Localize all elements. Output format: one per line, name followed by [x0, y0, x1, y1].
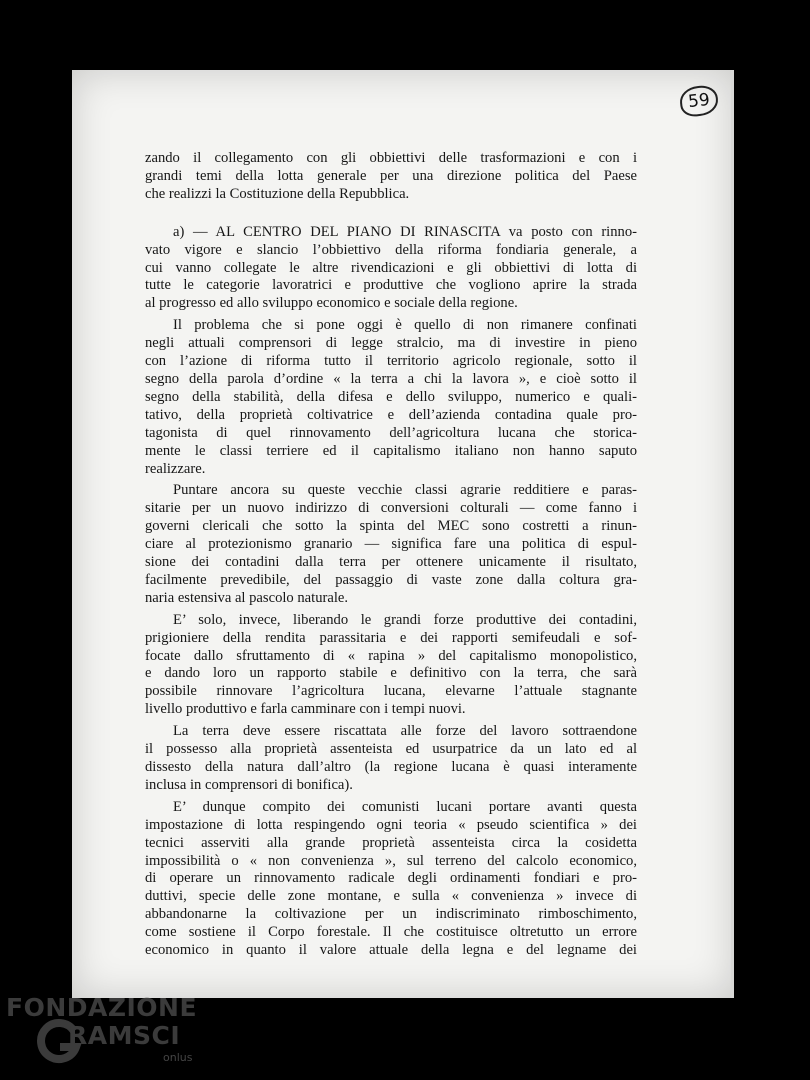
body-text	[145, 150, 637, 960]
text-line: segno della stabilità, della difesa e dello sviluppo, numerico e quali-	[145, 388, 637, 405]
text-line: al progresso ed allo sviluppo economico e sociale della regione.	[145, 295, 518, 312]
text-line: come sostiene il Corpo forestale. Il che costituisce oltretutto un errore	[145, 924, 637, 941]
text-line: economico in quanto il valore attuale della legna e del legname dei	[145, 942, 637, 959]
text-line: grandi temi della lotta generale per una direzione politica del Paese	[145, 167, 637, 184]
text-line: ciare al protezionismo granario — significa fare una politica di espul-	[145, 536, 637, 553]
text-line: che realizzi la Costituzione della Repubblica.	[145, 185, 410, 202]
handwritten-page-number: 59	[679, 84, 720, 118]
text-line: negli attuali comprensori di legge stralcio, ma di investire in pieno	[145, 335, 637, 352]
text-line: La terra deve essere riscattata alle forze del lavoro sottraendone	[173, 723, 637, 740]
text-line: Il problema che si pone oggi è quello di non rimanere confinati	[173, 317, 637, 334]
text-line: realizzare.	[145, 460, 206, 477]
text-line: livello produttivo e farla camminare con i tempi nuovi.	[145, 701, 466, 718]
text-line: impossibilità o « non convenienza », sul terreno del calcolo economico,	[145, 852, 637, 869]
text-line: cui vanno collegate le altre rivendicazioni e gli obbiettivi di lotta di	[145, 259, 637, 276]
text-line: segno della parola d’ordine « la terra a chi la lavora », e cioè sotto il	[145, 370, 637, 387]
logo-text-bottom: RAMSCI	[68, 1021, 181, 1050]
text-line: inclusa in comprensori di bonifica).	[145, 776, 353, 793]
text-line: e dando loro un rapporto stabile e definitivo con la terra, che sarà	[145, 665, 637, 682]
text-line: E’ dunque compito dei comunisti lucani portare avanti questa	[173, 798, 637, 815]
text-line: E’ solo, invece, liberando le grandi forze produttive dei contadini,	[173, 611, 637, 628]
text-line: tutte le categorie lavoratrici e produttive che vogliono aprire la strada	[145, 277, 637, 294]
paragraph-gap	[145, 204, 637, 224]
text-line: Puntare ancora su queste vecchie classi agrarie redditiere e paras-	[173, 482, 637, 499]
text-line: facilmente prevedibile, del passaggio di vaste zone dalla coltura gra-	[145, 571, 637, 588]
logo-subtitle: onlus	[163, 1051, 193, 1064]
fondazione-gramsci-logo	[6, 993, 206, 1073]
text-line: focate dallo sfruttamento di « rapina » del capitalismo monopolistico,	[145, 647, 637, 664]
text-line: mente le classi terriere ed il capitalismo italiano non hanno saputo	[145, 442, 637, 459]
text-line: il possesso alla proprietà assenteista ed usurpatrice da un lato ed al	[145, 741, 637, 758]
text-line: a) — AL CENTRO DEL PIANO DI RINASCITA va posto con rinno-	[173, 223, 637, 240]
text-line: di operare un rinnovamento radicale degli ordinamenti fondiari e pro-	[145, 870, 637, 887]
text-line: tativo, della proprietà coltivatrice e dell’azienda contadina quale pro-	[145, 406, 637, 423]
text-line: naria estensiva al pascolo naturale.	[145, 589, 349, 606]
text-line: dissesto della natura dall’altro (la regione lucana è quasi interamente	[145, 759, 637, 775]
text-line: tecnici asserviti alla grande proprietà assenteista circa la cosidetta	[145, 834, 637, 851]
text-line: abbandonarne la coltivazione per un indiscriminato rimboschimento,	[145, 906, 637, 923]
text-line: governi clericali che sotto la spinta del MEC sono costretti a rinun-	[145, 518, 637, 535]
text-line: tagonista di quel rinnovamento dell’agricoltura lucana che storica-	[145, 424, 637, 441]
logo-text-top: FONDAZIONE	[6, 993, 198, 1022]
text-line: vato vigore e slancio l’obbiettivo della riforma fondiaria generale, a	[145, 241, 637, 258]
text-line: impostazione di lotta respingendo ogni teoria « pseudo scientifica » dei	[145, 816, 637, 833]
text-line: zando il collegamento con gli obbiettivi delle trasformazioni e con i	[145, 150, 637, 166]
text-line: possibile rinnovare l’agricoltura lucana, elevarne l’attuale stagnante	[145, 683, 637, 700]
text-line: prigioniere della rendita parassitaria e dei rapporti semifeudali e sof-	[145, 629, 637, 646]
text-line: con l’azione di riforma tutto il territorio agricolo regionale, sotto il	[145, 353, 637, 370]
text-line: sitarie per un nuovo indirizzo di conversioni colturali — come fanno i	[145, 500, 637, 517]
text-line: sione dei contadini dalla terra per ottenere unicamente il risultato,	[145, 554, 637, 571]
text-line: duttivi, specie delle zone montane, e sulla « convenienza » invece di	[145, 888, 637, 905]
